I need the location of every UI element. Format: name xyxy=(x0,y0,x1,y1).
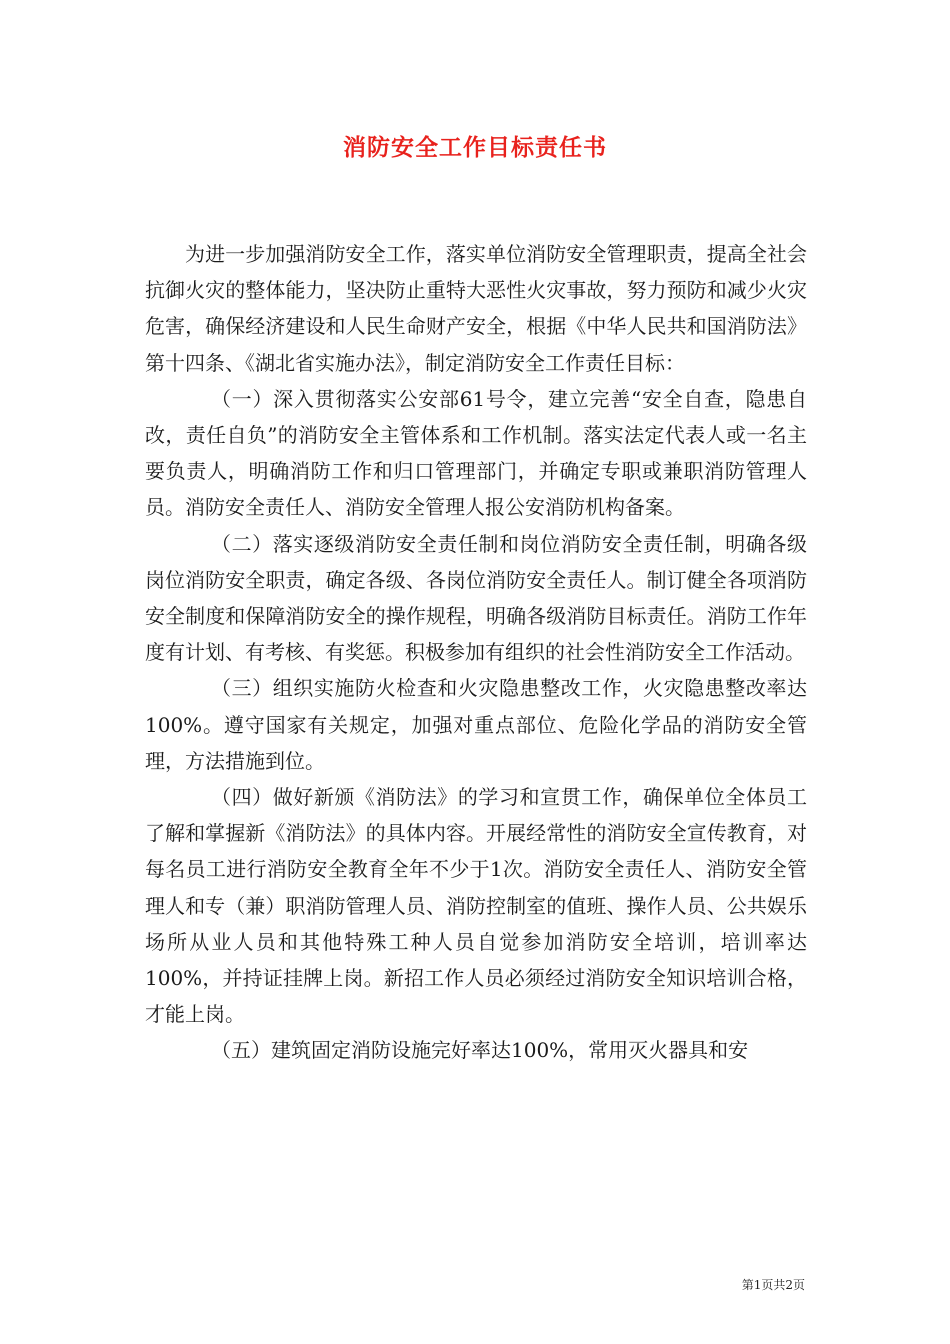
paragraph-intro: 为进一步加强消防安全工作，落实单位消防安全管理职责，提高全社会抗御火灾的整体能力，坚决防止重特大恶性火灾事故，努力预防和减少火灾危害，确保经济建设和人民生命财产安全，根据《中华人民共和国消防法》第十四条、《湖北省实施办法》，制定消防安全工作责任目标： xyxy=(145,242,807,375)
paragraph-item-1: （一）深入贯彻落实公安部61号令，建立完善“安全自查，隐患自改，责任自负”的消防安全主管体系和工作机制。落实法定代表人或一名主要负责人，明确消防工作和归口管理部门，并确定专职或兼职消防管理人员。消防安全责任人、消防安全管理人报公安消防机构备案。 xyxy=(145,386,807,520)
document-body xyxy=(145,236,807,1069)
paragraph-item-5: （五）建筑固定消防设施完好率达100%，常用灭火器具和安 xyxy=(211,1038,749,1063)
paragraph-item-4: （四）做好新颁《消防法》的学习和宣贯工作，确保单位全体员工了解和掌握新《消防法》的具体内容。开展经常性的消防安全宣传教育，对每名员工进行消防安全教育全年不少于1次。消防安全责任人、消防安全管理人和专（兼）职消防管理人员、消防控制室的值班、操作人员、公共娱乐场所从业人员和其他特殊工种人员自觉参加消防安全培训，培训率达100%，并持证挂牌上岗。新招工作人员必须经过消防安全知识培训合格，才能上岗。 xyxy=(145,785,807,1027)
paragraph-item-2: （二）落实逐级消防安全责任制和岗位消防安全责任制，明确各级岗位消防安全职责，确定各级、各岗位消防安全责任人。制订健全各项消防安全制度和保障消防安全的操作规程，明确各级消防目标责任。消防工作年度有计划、有考核、有奖惩。积极参加有组织的社会性消防安全工作活动。 xyxy=(145,531,807,665)
document-title: 消防安全工作目标责任书 xyxy=(343,134,607,161)
page-number-footer: 第1页共2页 xyxy=(741,1278,805,1292)
paragraph-item-3: （三）组织实施防火检查和火灾隐患整改工作，火灾隐患整改率达100%。遵守国家有关规定，加强对重点部位、危险化学品的消防安全管理，方法措施到位。 xyxy=(145,676,807,773)
